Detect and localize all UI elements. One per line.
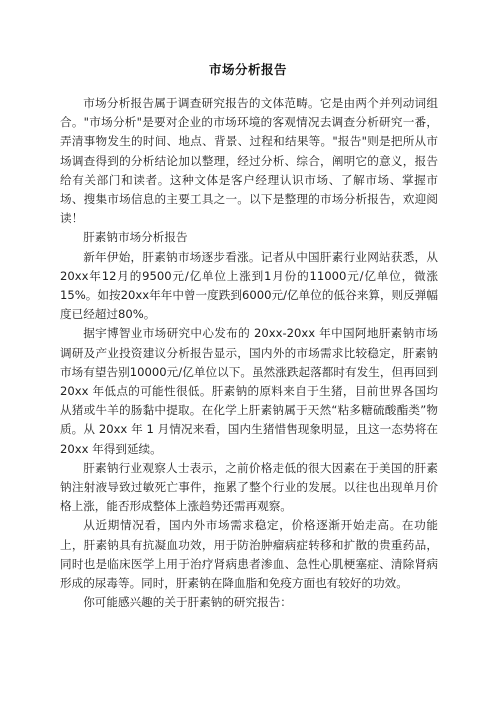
price-paragraph: 新年伊始，肝素钠市场逐步看涨。记者从中国肝素行业网站获悉，从20xx年12月的9500元/亿单位上涨到1月份的11000元/亿单位，微涨15%。如按20xx年年中曾一度跌到6000元/亿单位的低谷来算，则反弹幅度已经超过80%。	[60, 249, 438, 322]
related-reports-line: 你可能感兴趣的关于肝素钠的研究报告：	[83, 595, 292, 610]
intro-paragraph: 市场分析报告属于调查研究报告的文体范畴。它是由两个并列动词组合。"市场分析"是要对企业的市场环境的客观情况去调查分析研究一番，弄清事物发生的时间、地点、背景、过程和结果等。"报告"则是把所从市场调查得到的分析结论加以整理，经过分析、综合，阐明它的意义，报告给有关部门和读者。这种文体是客户经理认识市场、了解市场、掌握市场、搜集市场信息的主要工具之一。以下是整理的市场分析报告，欢迎阅读！	[60, 96, 438, 226]
document-body	[60, 94, 438, 612]
research-paragraph: 据宇博智业市场研究中心发布的 20xx-20xx 年中国阿地肝素钠市场调研及产业投资建议分析报告显示，国内外的市场需求比较稳定，肝素钠市场有望告别10000元/亿单位以下。虽然涨跌起落都时有发生，但再回到 20xx 年低点的可能性很低。肝素钠的原料来自于生猪，目前世界各国均从猪或牛羊的肠黏中提取。在化学上肝素钠属于天然“粘多糖硫酸酯类”物质。从 20xx 年 1 月情况来看，国内生猪惜售现象明显，且这一态势将在 20xx 年得到延续。	[60, 326, 438, 456]
section-heading: 肝素钠市场分析报告	[83, 230, 188, 245]
observer-paragraph: 肝素钠行业观察人士表示，之前价格走低的很大因素在于美国的肝素钠注射液导致过敏死亡事件，拖累了整个行业的发展。以往也出现单月价格上涨，能否形成整体上涨趋势还需再观察。	[60, 460, 438, 514]
function-paragraph: 从近期情况看，国内外市场需求稳定，价格逐渐开始走高。在功能上，肝素钠具有抗凝血功效，用于防治肿瘤病症转移和扩散的贵重药品，同时也是临床医学上用于治疗肾病患者渗血、急性心肌梗塞症、清除肾病形成的尿毒等。同时，肝素钠在降血脂和免疫方面也有较好的功效。	[60, 518, 438, 591]
document-title: 市场分析报告	[208, 62, 287, 77]
